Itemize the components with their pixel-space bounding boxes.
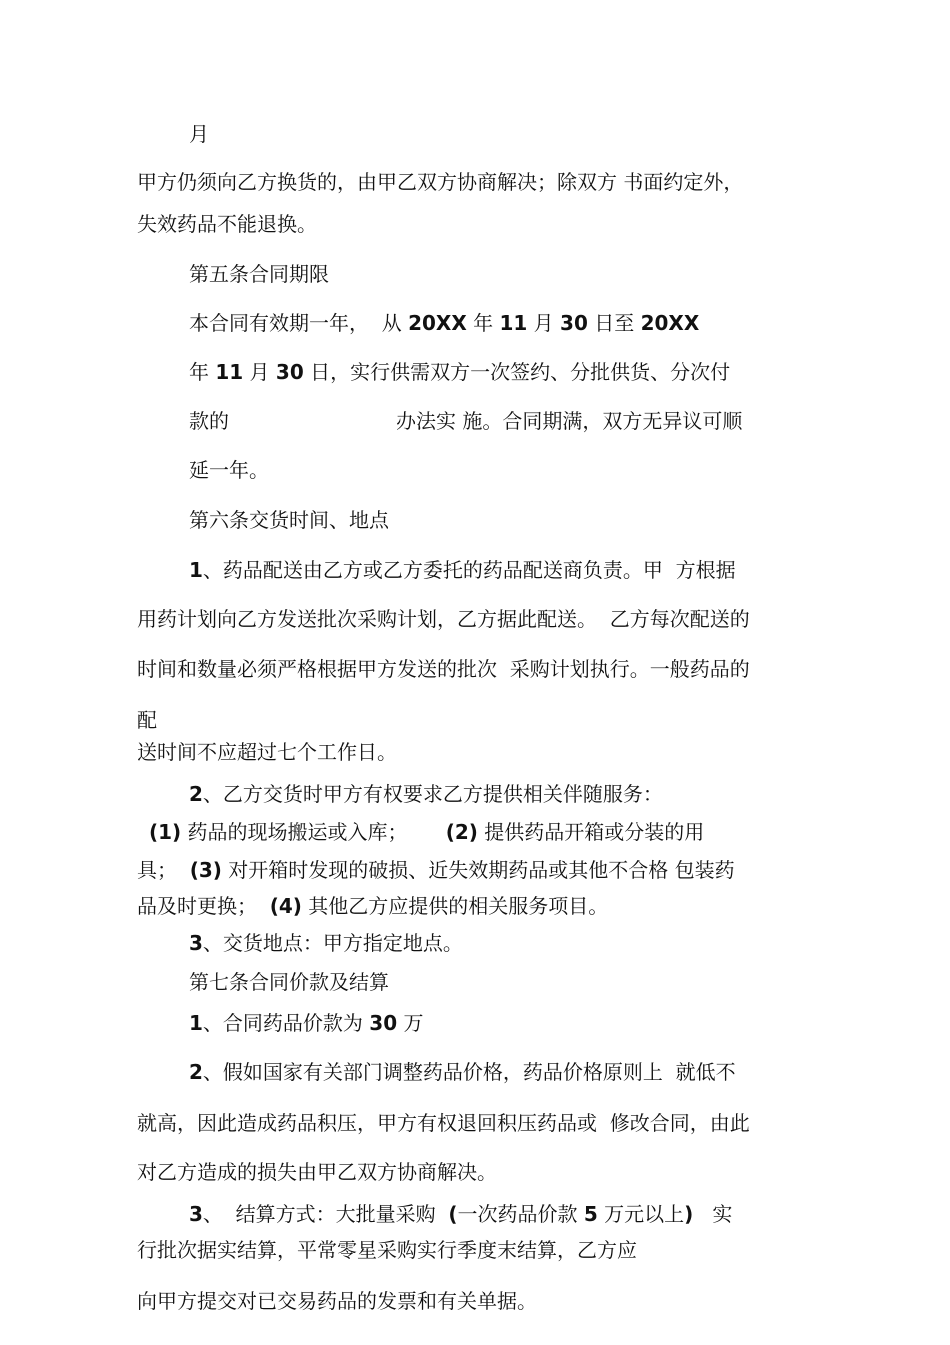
day-value: 30 xyxy=(560,311,588,335)
text-line: 月 xyxy=(189,122,209,146)
text-span: 、药品配送由乙方或乙方委托的药品配送商负责。甲 方根据 xyxy=(202,558,736,582)
year-value: 20XX xyxy=(408,311,467,335)
item-number: 3 xyxy=(189,931,203,955)
text-line xyxy=(137,856,735,884)
text-line: 办法实 施。合同期满，双方无异议可顺 xyxy=(396,409,743,433)
year-value: 20XX xyxy=(640,311,700,335)
text-line xyxy=(189,1200,732,1228)
text-span: 药品的现场搬运或入库； xyxy=(181,820,446,844)
text-line xyxy=(189,1009,423,1037)
text-span: 年 xyxy=(466,311,500,335)
text-span: 日至 xyxy=(587,311,641,335)
text-span: 万 xyxy=(397,1011,424,1035)
text-span: 万元以上 xyxy=(597,1202,685,1226)
text-line xyxy=(189,1058,736,1086)
item-number: (4) xyxy=(269,894,302,918)
text-span: 、 结算方式：大批量采购 xyxy=(202,1202,449,1226)
text-line: 时间和数量必须严格根据甲方发送的批次 采购计划执行。一般药品的 xyxy=(137,657,750,681)
section-heading: 第七条合同价款及结算 xyxy=(189,970,389,994)
section-heading: 第五条合同期限 xyxy=(189,262,329,286)
text-line xyxy=(189,780,663,808)
text-span: 、交货地点：甲方指定地点。 xyxy=(202,931,463,955)
text-span: 对开箱时发现的破损、近失效期药品或其他不合格 包装药 xyxy=(221,858,735,882)
item-number: 2 xyxy=(189,782,203,806)
text-span: 日，实行供需双方一次签约、分批供货、分次付 xyxy=(303,360,731,384)
text-line: 就高，因此造成药品积压，甲方有权退回积压药品或 修改合同，由此 xyxy=(137,1111,750,1135)
text-span: 一次药品价款 xyxy=(457,1202,584,1226)
text-line: 送时间不应超过七个工作日。 xyxy=(137,740,397,764)
month-value: 11 xyxy=(215,360,244,384)
text-span: 月 xyxy=(243,360,276,384)
text-span: 提供药品开箱或分装的用 xyxy=(477,820,705,844)
month-value: 11 xyxy=(499,311,528,335)
day-value: 30 xyxy=(275,360,304,384)
item-number: 1 xyxy=(189,1011,203,1035)
text-span: 年 xyxy=(189,360,216,384)
item-number: 3 xyxy=(189,1202,203,1226)
text-span: 其他乙方应提供的相关服务项目。 xyxy=(301,894,609,918)
item-number: 1 xyxy=(189,558,203,582)
text-line xyxy=(137,892,608,920)
text-line: 行批次据实结算，平常零星采购实行季度末结算，乙方应 xyxy=(137,1238,637,1262)
text-line: 延一年。 xyxy=(189,458,269,482)
item-number: (3) xyxy=(189,858,222,882)
paren: ) xyxy=(684,1202,694,1226)
text-line xyxy=(189,929,463,957)
text-line: 配 xyxy=(137,708,157,732)
text-line: 用药计划向乙方发送批次采购计划，乙方据此配送。 乙方每次配送的 xyxy=(137,607,750,631)
text-span: 本合同有效期一年， 从 xyxy=(189,311,409,335)
text-line xyxy=(189,358,730,386)
text-line: 失效药品不能退换。 xyxy=(137,212,317,236)
text-span: 品及时更换； xyxy=(137,894,270,918)
section-heading: 第六条交货时间、地点 xyxy=(189,508,389,532)
text-line: 对乙方造成的损失由甲乙双方协商解决。 xyxy=(137,1160,497,1184)
text-line: 款的 xyxy=(189,409,229,433)
text-span: 具； xyxy=(137,858,190,882)
text-span: 、合同药品价款为 xyxy=(202,1011,370,1035)
text-span: 实 xyxy=(693,1202,733,1226)
text-line xyxy=(149,818,704,846)
item-number: (1) xyxy=(149,820,182,844)
text-line: 甲方仍须向乙方换货的，由甲乙双方协商解决；除双方 书面约定外， xyxy=(137,170,744,194)
text-line: 向甲方提交对已交易药品的发票和有关单据。 xyxy=(137,1289,537,1313)
text-line xyxy=(189,309,699,337)
item-number: (2) xyxy=(445,820,478,844)
text-span: 、假如国家有关部门调整药品价格，药品价格原则上 就低不 xyxy=(202,1060,736,1084)
price-value: 30 xyxy=(369,1011,398,1035)
paren: ( xyxy=(448,1202,458,1226)
text-span: 、乙方交货时甲方有权要求乙方提供相关伴随服务： xyxy=(202,782,663,806)
amount-value: 5 xyxy=(583,1202,598,1226)
item-number: 2 xyxy=(189,1060,203,1084)
text-span: 月 xyxy=(527,311,561,335)
text-line xyxy=(189,556,736,584)
